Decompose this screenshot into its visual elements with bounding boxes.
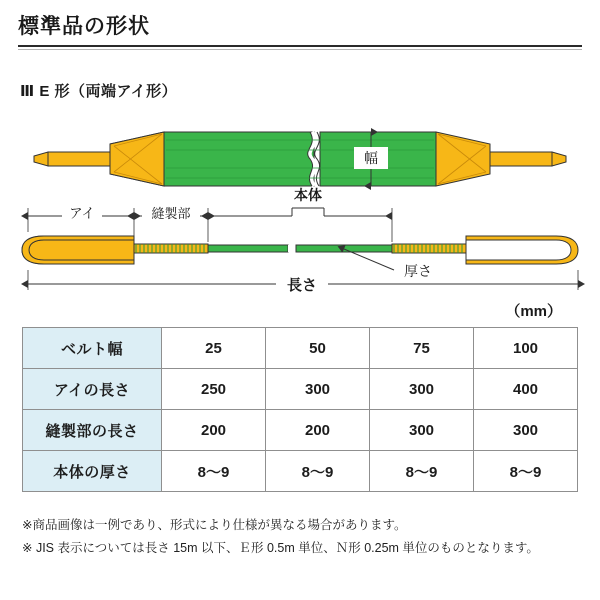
page-title: 標準品の形状 (18, 15, 150, 38)
row-label-belt-width: ベルト幅 (23, 328, 162, 369)
cell-sewn-length-4: 300 (474, 410, 578, 451)
cell-sewn-length-3: 300 (370, 410, 474, 451)
sling-diagram (14, 104, 586, 304)
belt-side-view (22, 236, 578, 264)
header-divider (18, 45, 582, 47)
notes-block (22, 514, 582, 560)
note-line-1: ※商品画像は一例であり、形式により仕様が異なる場合があります。 (22, 518, 407, 532)
row-label-eye-length: アイの長さ (23, 369, 162, 410)
table-row (23, 369, 578, 410)
cell-body-thickness-4: 8～9 (474, 451, 578, 492)
cell-eye-length-3: 300 (370, 369, 474, 410)
spec-table (22, 327, 578, 492)
table-row (23, 328, 578, 369)
cell-body-thickness-3: 8～9 (370, 451, 474, 492)
cell-belt-width-4: 100 (474, 328, 578, 369)
cell-eye-length-2: 300 (266, 369, 370, 410)
label-eye: アイ (69, 206, 95, 221)
belt-plan-view (34, 132, 566, 186)
cell-sewn-length-1: 200 (162, 410, 266, 451)
row-label-body-thickness: 本体の厚さ (23, 451, 162, 492)
cell-body-thickness-2: 8～9 (266, 451, 370, 492)
cell-eye-length-1: 250 (162, 369, 266, 410)
page-header (18, 14, 582, 50)
cell-belt-width-2: 50 (266, 328, 370, 369)
row-label-sewn-length: 縫製部の長さ (23, 410, 162, 451)
table-row (23, 410, 578, 451)
unit-label: （mm） (505, 303, 562, 320)
cell-belt-width-1: 25 (162, 328, 266, 369)
label-length: 長さ (286, 277, 318, 294)
table-row (23, 451, 578, 492)
label-thickness: 厚さ (404, 263, 432, 279)
header-divider-thin (18, 49, 582, 50)
cell-eye-length-4: 400 (474, 369, 578, 410)
note-line-2: ※ JIS 表示については長さ 15m 以下、Ｅ形 0.5m 単位、Ｎ形 0.25m 単位のものとなります。 (22, 541, 539, 556)
cell-belt-width-3: 75 (370, 328, 474, 369)
label-width: 幅 (364, 150, 378, 166)
label-sewn: 縫製部 (151, 206, 191, 221)
cell-sewn-length-2: 200 (266, 410, 370, 451)
section-subtitle: Ⅲ E 形（両端アイ形） (20, 83, 178, 100)
cell-body-thickness-1: 8～9 (162, 451, 266, 492)
label-body: 本体 (294, 187, 322, 203)
